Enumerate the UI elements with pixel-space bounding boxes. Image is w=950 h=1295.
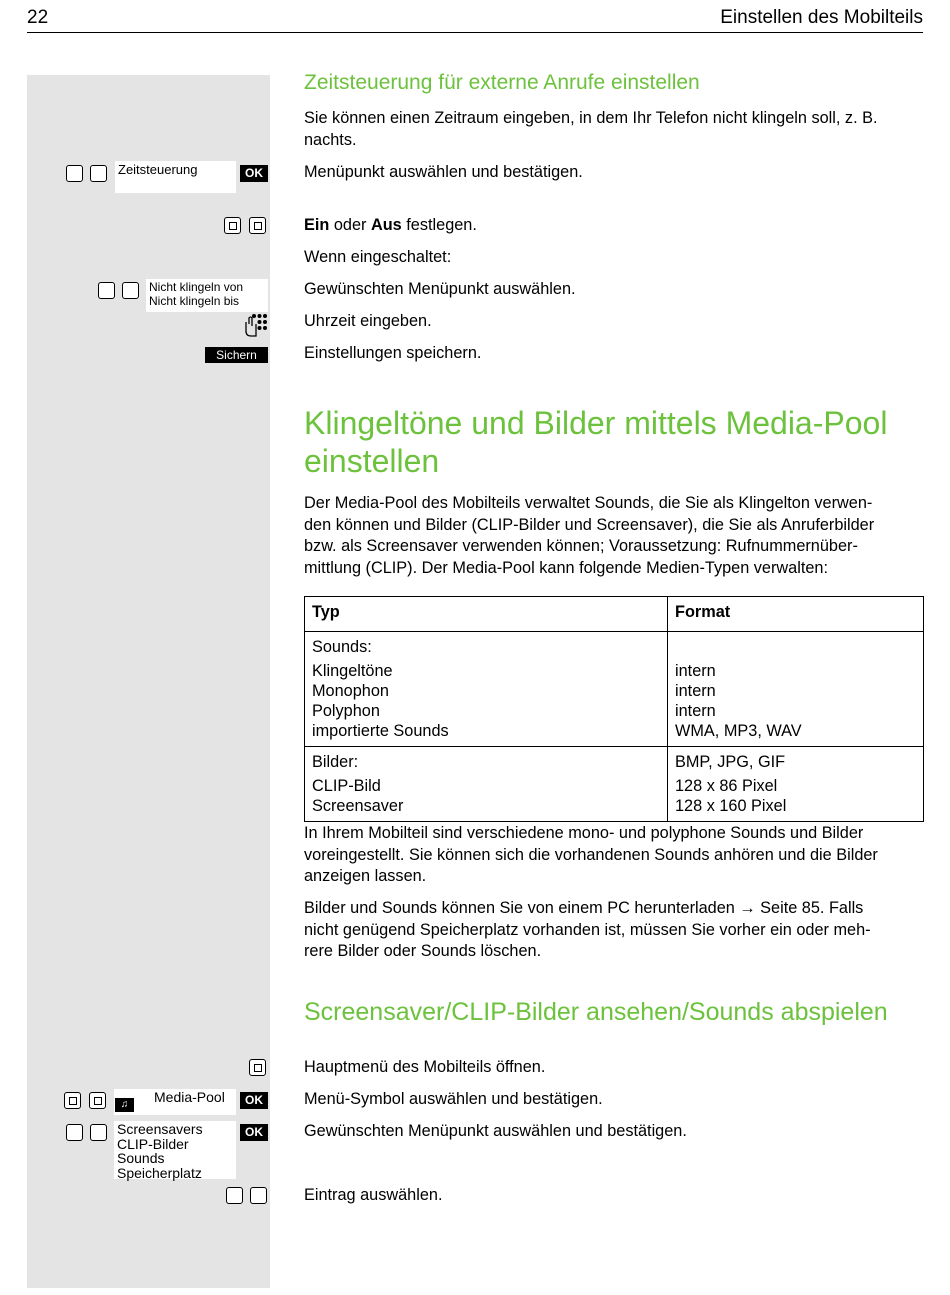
step-text: Gewünschten Menüpunkt auswählen. [304, 280, 576, 298]
aus-label: Aus [370, 216, 402, 234]
ok-button[interactable]: OK [240, 165, 268, 182]
format-item: intern [675, 682, 716, 700]
page-number: 22 [27, 7, 49, 28]
step-text: Einstellungen speichern. [304, 344, 482, 362]
running-header: Einstellen des Mobilteils [720, 7, 923, 28]
section-heading-zeitsteuerung: Zeitsteuerung für externe Anrufe einstellen [304, 71, 700, 94]
text-line: rere Bilder oder Sounds löschen. [304, 942, 542, 960]
display-media-pool [114, 1089, 236, 1115]
ein-label: Ein [304, 216, 330, 234]
media-types-table [304, 596, 924, 822]
text-line: anzeigen lassen. [304, 867, 427, 885]
download-paragraph [304, 898, 924, 963]
section-heading-media-pool [304, 404, 887, 480]
display-title: Media-Pool [154, 1089, 225, 1105]
step-text: Hauptmenü des Mobilteils öffnen. [304, 1058, 546, 1076]
nav-up-icon [90, 165, 107, 182]
sounds-format-cell [668, 632, 924, 747]
media-pool-paragraph [304, 493, 924, 579]
nav-left-icon [224, 217, 241, 234]
display-nicht-klingeln [146, 279, 268, 312]
text-line: voreingestellt. Sie können sich die vorhandenen Sounds anhören und die Bilder [304, 845, 878, 864]
type-item: importierte Sounds [312, 722, 449, 740]
text-line: Bilder und Sounds können Sie von einem PC herunterladen → Seite 85. Falls [304, 899, 864, 917]
type-item: Klingeltöne [312, 662, 393, 680]
format-item: intern [675, 702, 716, 720]
text-line: nicht genügend Speicherplatz vorhanden ist, müssen Sie vorher ein oder meh- [304, 920, 871, 939]
format-item: WMA, MP3, WAV [675, 722, 802, 740]
ok-button[interactable]: OK [240, 1092, 268, 1109]
bilder-type-cell [305, 747, 668, 822]
step-text: Uhrzeit eingeben. [304, 312, 432, 330]
step-text: oder [329, 216, 371, 234]
format-item: 128 x 160 Pixel [675, 797, 787, 815]
text-line: In Ihrem Mobilteil sind verschiedene mono- und polyphone Sounds und Bilder [304, 824, 864, 842]
nav-down-icon [226, 1187, 243, 1204]
step-ein-aus [304, 216, 477, 235]
heading-line: einstellen [304, 443, 440, 479]
nav-down-icon [66, 165, 83, 182]
ok-button[interactable]: OK [240, 1124, 268, 1141]
display-zeitsteuerung: Zeitsteuerung [115, 161, 236, 193]
section-heading-screensaver: Screensaver/CLIP-Bilder ansehen/Sounds abspielen [304, 998, 888, 1026]
menu-item[interactable]: Screensavers [117, 1121, 203, 1137]
column-header-typ: Typ [305, 597, 668, 632]
nav-right-icon [249, 217, 266, 234]
menu-line: Nicht klingeln bis [149, 294, 240, 308]
heading-line: Klingeltöne und Bilder mittels Media-Pool [304, 405, 888, 441]
menu-line: Nicht klingeln von [149, 280, 244, 294]
step-text: Gewünschten Menüpunkt auswählen und bestätigen. [304, 1122, 687, 1140]
nav-left-icon [64, 1092, 81, 1109]
step-text: festlegen. [401, 216, 477, 234]
menu-item[interactable]: Speicherplatz [117, 1164, 202, 1181]
format-item: intern [675, 662, 716, 680]
type-item: Screensaver [312, 797, 404, 815]
nav-up-icon [250, 1187, 267, 1204]
menu-item[interactable]: CLIP-Bilder [117, 1135, 189, 1152]
text-line: den können und Bilder (CLIP-Bilder und Screensaver), die Sie als Anruferbilder [304, 515, 875, 534]
nav-right-icon [89, 1092, 106, 1109]
format-item: BMP, JPG, GIF [675, 753, 786, 771]
nav-down-icon [98, 282, 115, 299]
bilder-format-cell [668, 747, 924, 822]
step-text: Wenn eingeschaltet: [304, 248, 452, 266]
nav-up-icon [90, 1124, 107, 1141]
type-item: CLIP-Bild [312, 777, 381, 795]
keypad-icon [243, 312, 268, 337]
column-header-format: Format [668, 597, 924, 632]
step-text: Menüpunkt auswählen und bestätigen. [304, 163, 583, 181]
sounds-type-cell [305, 632, 668, 747]
intro-paragraph: Sie können einen Zeitraum eingeben, in dem Ihr Telefon nicht klingeln soll, z. B. nachts. [304, 109, 878, 149]
type-item: Monophon [312, 682, 389, 700]
sichern-softkey[interactable]: Sichern [205, 347, 268, 363]
text-line: mittlung (CLIP). Der Media-Pool kann folgende Medien-Typen verwalten: [304, 558, 828, 577]
nav-up-icon [122, 282, 139, 299]
group-title: Bilder: [312, 753, 359, 771]
menu-item[interactable]: Sounds [117, 1150, 165, 1166]
media-pool-icon: ♫ [115, 1098, 134, 1112]
nav-right-icon [249, 1059, 266, 1076]
nav-down-icon [66, 1124, 83, 1141]
table-header-row [305, 597, 924, 632]
text-line: bzw. als Screensaver verwenden können; Voraussetzung: Rufnummernüber- [304, 537, 858, 555]
display-media-menu [114, 1121, 236, 1179]
header-rule [27, 32, 923, 33]
table-row-bilder [305, 747, 924, 822]
table-row-sounds [305, 632, 924, 747]
format-item: 128 x 86 Pixel [675, 777, 778, 795]
step-text: Eintrag auswählen. [304, 1186, 443, 1204]
preset-paragraph [304, 823, 924, 888]
group-title: Sounds: [312, 638, 372, 656]
text-line: Der Media-Pool des Mobilteils verwaltet Sounds, die Sie als Klingelton verwen- [304, 494, 873, 512]
step-text: Menü-Symbol auswählen und bestätigen. [304, 1090, 603, 1108]
type-item: Polyphon [312, 702, 380, 720]
